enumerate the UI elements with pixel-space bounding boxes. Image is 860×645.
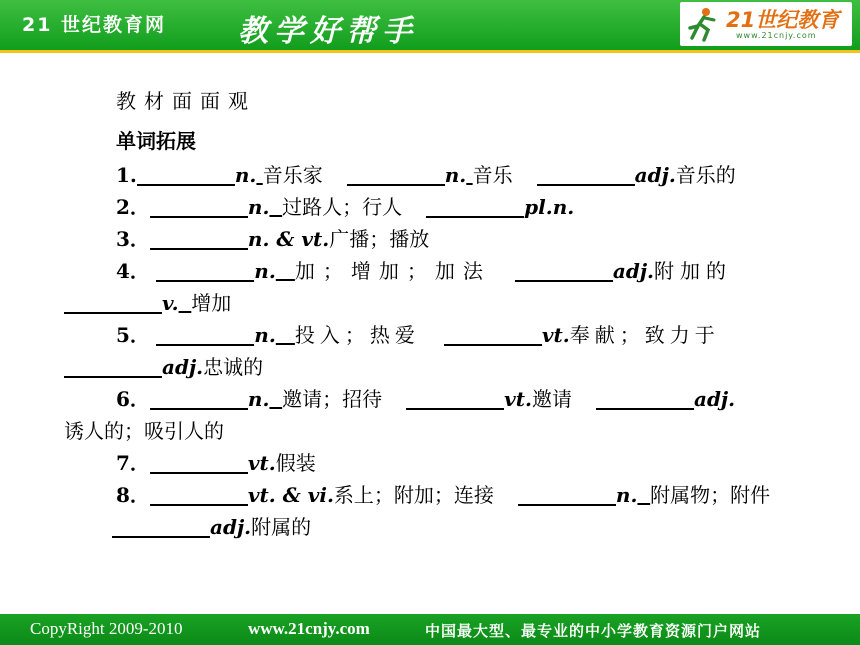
vocab-item-6-cont: 诱人的；吸引人的 [64,419,224,443]
answer-blank[interactable] [596,388,694,410]
vocab-item-1: 1. n. 音乐家 n. 音乐 adj.音乐的 [116,163,736,187]
answer-blank[interactable] [150,196,248,218]
header-divider [0,50,860,53]
answer-blank[interactable] [537,164,635,186]
header-bar [0,0,860,50]
vocab-item-7: 7． vt.假装 [116,451,316,475]
vocab-item-5-cont: adj.忠诚的 [64,354,263,380]
answer-blank[interactable] [150,484,248,506]
footer-link[interactable]: www.21cnjy.com [248,619,370,638]
vocab-item-8-cont: adj.附属的 [64,514,311,540]
answer-blank[interactable] [156,324,254,346]
page-title: 教材面面观 [116,89,256,113]
vocab-item-5: 5． n. 投入；热爱 vt.奉献；致力于 [116,323,720,347]
vocab-item-2: 2． n. 过路人；行人 pl.n. [116,195,575,219]
section-subtitle: 单词拓展 [116,129,196,153]
copyright-text: CopyRight 2009-2010 [30,619,183,638]
vocab-item-3: 3． n. & vt.广播；播放 [116,227,430,251]
answer-blank[interactable] [426,196,524,218]
answer-blank[interactable] [150,228,248,250]
vocab-item-4-cont: v. 增加 [64,290,231,316]
footer-bar [0,614,860,645]
header-slogan: 教学好帮手 [238,14,418,49]
site-logo[interactable] [680,2,852,46]
answer-blank[interactable] [137,164,235,186]
vocab-item-6: 6． n. 邀请；招待 vt.邀请 adj. [116,387,736,411]
answer-blank[interactable] [64,292,162,314]
logo-text: 21世纪教育 [726,8,840,32]
runner-icon [686,6,720,42]
answer-blank[interactable] [515,260,613,282]
answer-blank[interactable] [150,452,248,474]
vocab-item-8: 8． vt. & vi.系上；附加；连接 n. 附属物；附件 [116,483,771,507]
footer-slogan: 中国最大型、最专业的中小学教育资源门户网站 [425,622,762,640]
answer-blank[interactable] [156,260,254,282]
answer-blank[interactable] [406,388,504,410]
logo-url: www.21cnjy.com [736,31,817,40]
vocab-item-4: 4． n. 加；增加；加法 adj.附加的 [116,259,733,283]
answer-blank[interactable] [112,516,210,538]
answer-blank[interactable] [64,356,162,378]
site-name: 21 世纪教育网 [22,14,167,36]
answer-blank[interactable] [347,164,445,186]
answer-blank[interactable] [444,324,542,346]
answer-blank[interactable] [150,388,248,410]
answer-blank[interactable] [518,484,616,506]
